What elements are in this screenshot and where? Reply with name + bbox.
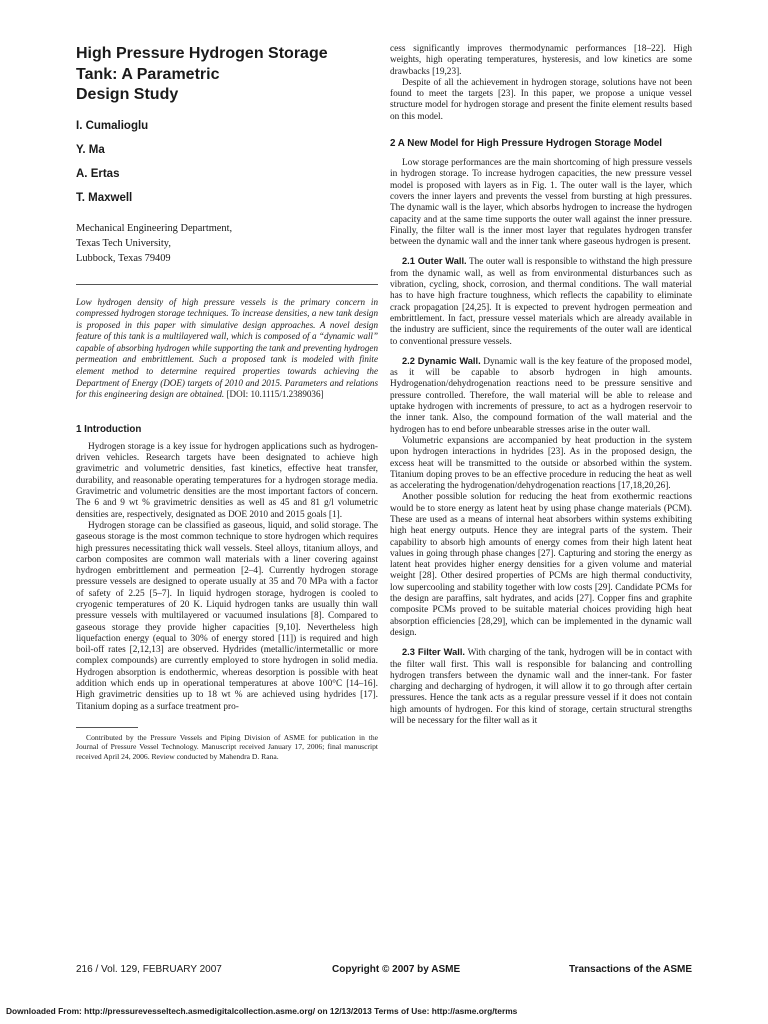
paragraph: Hydrogen storage can be classified as gaseous, liquid, and solid storage. The gaseous storage is the most common technique to store hydrogen which requires high pressures necessitating thick wall vessels. Steel alloys, titanium alloys, and carbon composites are common wall materials with a liner covering against hydrogen embrittlement and permeation [2–4]. Currently hydrogen storage pressure vessels are designed to operate usually at 35 and 70 MPa with a factor of safety of 2.25 [5–7]. In liquid hydrogen storage, hydrogen is cooled to cryogenic temperatures of 20 K. Liquid hydrogen tanks are usually thin wall pressure vessels with multilayered or vacuumed insulations [8]. Compared to gaseous storage they provide higher capacities [9,10]. Nevertheless high liquefaction energy (equal to 30% of energy stored [11]) is required and high boil-off rates [2,12,13] are observed. Hydrides (metallic/intermetallic or more complex compounds) are currently employed to store hydrogen in solid media. Hydrogen absorption is endothermic, whereas desorption is possible with heat addition which ends up in operational temperatures at above 100°C [14–16]. High gravimetric densities up to 18 wt % are achieved using hydrides [17]. Titanium doping as a surface treatment pro-	[76, 520, 378, 712]
footnote-divider	[76, 727, 138, 728]
page-footer	[76, 964, 692, 978]
abstract	[76, 297, 378, 401]
copyright: Copyright © 2007 by ASME	[332, 964, 461, 975]
paper-title	[76, 44, 378, 106]
abstract-divider	[76, 284, 378, 285]
subsection-text: With charging of the tank, hydrogen will be in contact with the filter wall first. This wall is responsible for balancing and controlling hydrogen transfers between the dynamic wall and the inner-tank. For faster charging and decharging of hydrogen, it will allow it to go through after certain pressures. Hence the tank acts as a regular pressure vessel if it does not contain high amounts of hydrogen. For this kind of storage, certain structural strengths will be necessary for the filter wall as it	[390, 648, 693, 727]
section-heading-new-model: 2 A New Model for High Pressure Hydrogen Storage Model	[390, 138, 662, 150]
author-name: I. Cumalioglu	[76, 119, 149, 132]
subsection-heading: 2.1 Outer Wall.	[402, 256, 467, 267]
download-notice: Downloaded From: http://pressurevesseltech.asmedigitalcollection.asme.org/ on 12/13/2013 Terms of Use: http://asme.org/terms	[6, 1006, 518, 1016]
subsection-heading: 2.2 Dynamic Wall.	[402, 355, 481, 366]
affiliation-line: Lubbock, Texas 79409	[76, 252, 171, 264]
page-number: 216 / Vol. 129, FEBRUARY 2007	[76, 964, 222, 975]
paragraph: Hydrogen storage is a key issue for hydrogen applications such as hydrogen-driven vehicles. Research targets have been designated to achieve high gravimetric and volumetric densities, fast kinetics, effective heat transfer, durability, and reasonable operating temperatures for a hydrogen storage media. Gravimetric and volumetric densities are the most important factors of concern. The 6 and 9 wt % gravimetric densities as well as 45 and 81 g/l volumetric densities are, respectively, designated as DOE 2010 and 2015 goals [1].	[76, 441, 378, 520]
subsection-text: The outer wall is responsible to withstand the high pressure from the dynamic wall, as well as from environmental disturbances such as vibration, cycling, shock, corrosion, and thermal conditions. The wall material has to have high fracture toughness, which reflects the capability to eliminate crack propagation [24,25]. It is expected to prevent hydrogen permeation and embrittlement. In fact, pressure vessel materials which are already available in the industry are sufficient, since the requirements of the outer wall are identical to conventional pressure vessels.	[390, 257, 692, 347]
affiliation-line: Texas Tech University,	[76, 237, 171, 249]
footnote: Contributed by the Pressure Vessels and Piping Division of ASME for publication in the Journal of Pressure Vessel Technology. Manuscript received January 17, 2006; final manuscript received April 24, 2006. Review conducted by Mahendra D. Rana.	[76, 732, 378, 761]
paragraph: Despite of all the achievement in hydrogen storage, solutions have not been found to meet the targets [23]. In this paper, we propose a unique vessel structure model for hydrogen storage and present the finite element results based on this model.	[390, 77, 692, 122]
subsection-outer-wall	[390, 256, 692, 347]
section-heading-introduction: 1 Introduction	[76, 423, 142, 435]
author-name: Y. Ma	[76, 143, 105, 156]
title-line: High Pressure Hydrogen Storage	[76, 45, 328, 62]
affiliation	[76, 221, 378, 266]
doi-link[interactable]: [DOI: 10.1115/1.2389036]	[226, 389, 324, 400]
right-column	[390, 44, 692, 727]
subsection-dynamic-wall	[390, 356, 692, 436]
author-name: T. Maxwell	[76, 191, 133, 204]
title-line: Design Study	[76, 86, 179, 103]
paragraph: Volumetric expansions are accompanied by heat production in the system upon hydrogen interactions in hydrides [23]. As in the proposed design, the excess heat will be transmitted to the outside or absorbed within the system. Titanium doping proves to be an effective procedure in reducing the heat as well as accelerating the hydrogenation/dehydrogenation reactions [17,18,20,26].	[390, 435, 692, 492]
subsection-text: Dynamic wall is the key feature of the proposed model, as it will be capable to absorb hydrogen in high amounts. Hydrogenation/dehydrogenation reactions need to be pressure sensitive and pressure controlled. Therefore, the wall material will be able to release and uptake hydrogen with increments of pressure, to act as a hydrogen reservoir to the inner tank. Also, the compound formation of the wall material and the hydrogen has to end before unbearable stresses arise in the outer wall.	[390, 356, 692, 435]
subsection-heading: 2.3 Filter Wall.	[402, 647, 466, 658]
author-name: A. Ertas	[76, 167, 120, 180]
left-column	[76, 44, 378, 761]
paragraph: cess significantly improves thermodynamic performances [18–22]. High weights, high operating temperatures, hysteresis, and low kinetics are some drawbacks [19,23].	[390, 44, 692, 77]
paragraph: Low storage performances are the main shortcoming of high pressure vessels in hydrogen storage. To increase hydrogen capacities, the new pressure vessel model is proposed with layers as in Fig. 1. The outer wall is the layer, which covers the inner layers and prevents the vessel from bursting at high pressures. The dynamic wall is the layer, which absorbs hydrogen to increase the hydrogen capacity and at the same time supports the outer wall against the inner pressure. Finally, the filter wall is the inner most layer that regulates hydrogen transfer between the dynamic wall and the inner tank where gaseous hydrogen is present.	[390, 158, 692, 248]
title-line: Tank: A Parametric	[76, 65, 220, 83]
abstract-text: Low hydrogen density of high pressure vessels is the primary concern in compressed hydrogen storage techniques. To increase densities, a new tank design is proposed in this paper with simulative design approaches. A novel design feature of this tank is a multilayered wall, which is composed of a “dynamic wall” capable of absorbing hydrogen while supporting the tank and preventing hydrogen permeation and embrittlement. Such a proposed tank is modeled with finite element method to determine required properties towards achieving the Department of Energy (DOE) targets of 2010 and 2015. Parameters and relations for this engineering design are obtained.	[76, 296, 378, 400]
paragraph: Another possible solution for reducing the heat from exothermic reactions would be to store energy as latent heat by using phase change materials (PCM). These are used as a means of internal heat absorbers within systems exhibiting high heat energy outputs. Hence they are integral parts of the system. Their capability to absorb high amounts of energy comes from their high latent heat values in going through phase changes [27]. Capturing and storing the energy as latent heat provides higher energy densities for a given volume and material weight [28]. Other desired properties of PCMs are high thermal conductivity, low supercooling and stability together with low costs [29]. Candidate PCMs for the design are paraffins, salt hydrates, and acids [27]. Copper fins and graphite composite PCMs proved to be suitable material choices providing high heat absorption efficiencies [28,29], which can be implemented in the dynamic wall design.	[390, 492, 692, 638]
affiliation-line: Mechanical Engineering Department,	[76, 222, 233, 234]
journal-name: Transactions of the ASME	[569, 964, 692, 975]
subsection-filter-wall	[390, 647, 692, 727]
